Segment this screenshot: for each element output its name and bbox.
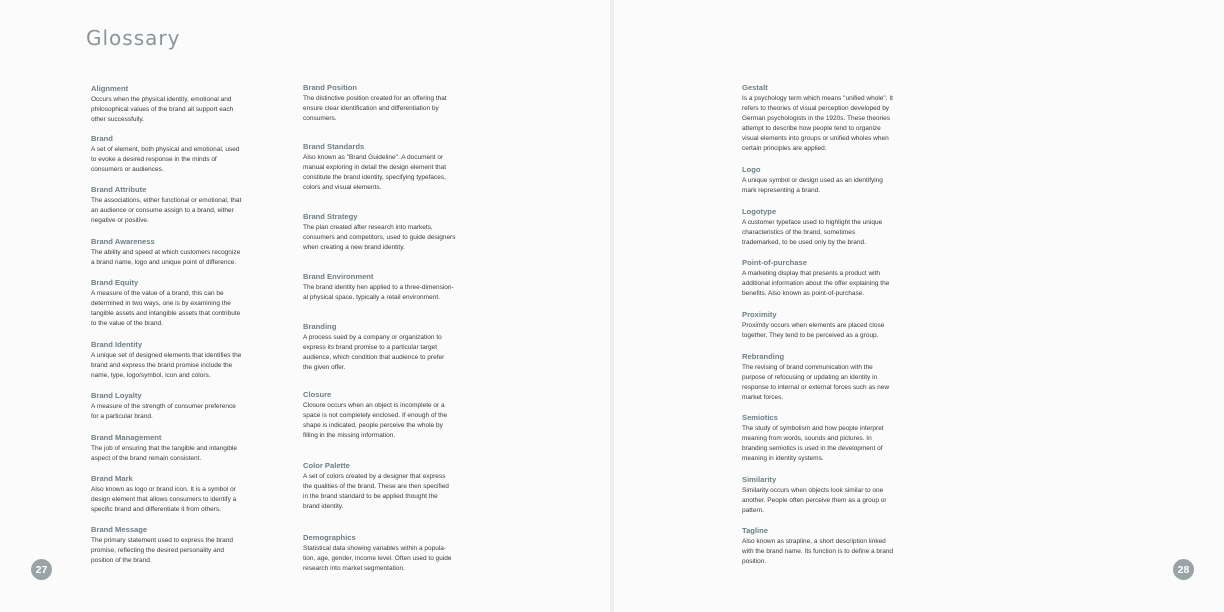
definition-line: A measure of the strength of consumer preference [91, 403, 236, 410]
glossary-entry [91, 391, 273, 422]
glossary-definition [742, 424, 924, 464]
glossary-definition [91, 248, 273, 268]
glossary-entry [303, 212, 485, 253]
glossary-definition [91, 145, 273, 175]
glossary-definition [91, 485, 273, 515]
definition-line: consumers and competitors, used to guide designers [303, 234, 456, 242]
glossary-term: Logo [742, 165, 761, 174]
glossary-entry [742, 207, 924, 248]
definition-line: trademarked, to be used only by the brand. [742, 239, 866, 247]
glossary-entry [742, 258, 924, 299]
definition-line: characteristics of the brand, sometimes [742, 229, 856, 237]
glossary-definition [742, 269, 924, 299]
glossary-entry [91, 185, 273, 226]
definition-line: Also known as "Brand Guideline". A document or [303, 154, 444, 161]
glossary-term: Alignment [91, 84, 129, 93]
glossary-term: Branding [303, 322, 337, 331]
glossary-definition [742, 218, 924, 248]
glossary-entry [91, 474, 273, 515]
page-title: Glossary [86, 26, 181, 50]
glossary-entry [303, 142, 485, 193]
definition-line: additional information about the offer explaining the [742, 280, 890, 288]
glossary-definition [91, 196, 273, 226]
definition-line: position of the brand. [91, 557, 152, 565]
glossary-term: Logotype [742, 207, 777, 216]
glossary-definition [742, 94, 924, 155]
definition-line: Occurs when the physical identity, emotional and [91, 96, 232, 103]
glossary-definition [91, 536, 273, 566]
definition-line: when creating a new brand identity. [303, 244, 405, 252]
definition-line: Also known as logo or brand icon. It is a symbol or [91, 486, 236, 493]
glossary-definition [303, 283, 485, 303]
definition-line: visual elements into groups or unified wholes when [742, 135, 889, 143]
definition-line: a brand name, logo and unique point of difference. [91, 259, 237, 267]
definition-line: German psychologists in the 1920s. These theories [742, 115, 891, 123]
definition-line: Also known as strapline, a short description linked [742, 538, 886, 545]
definition-line: name, type, logo/symbol, icon and colors. [91, 372, 211, 380]
definition-line: determined in two ways, one is by examining the [91, 300, 231, 308]
definition-line: The ability and speed at which customers recognize [91, 249, 241, 256]
definition-line: consumers or audiences. [91, 166, 164, 174]
definition-line: constitute the brand identity, specifying typefaces, [303, 174, 446, 182]
definition-line: philosophical values of the brand all support each [91, 106, 234, 114]
glossary-definition [303, 401, 485, 441]
glossary-entry [742, 475, 924, 516]
glossary-definition [303, 544, 485, 574]
definition-line: The plan created after research into markets, [303, 224, 433, 231]
glossary-definition [91, 351, 273, 381]
glossary-definition [742, 176, 924, 196]
glossary-entry [91, 237, 273, 268]
definition-line: Is a psychology term which means "unified whole". It [742, 95, 893, 102]
definition-line: with the brand name. Its function is to define a brand [742, 548, 894, 556]
glossary-definition [303, 94, 485, 124]
glossary-definition [742, 486, 924, 516]
definition-line: certain principles are applied. [742, 145, 827, 153]
definition-line: The distinctive position created for an offering that [303, 95, 447, 102]
page-number-left: 27 [31, 559, 52, 580]
glossary-definition [303, 223, 485, 253]
glossary-entry [91, 134, 273, 175]
definition-line: other successfully. [91, 116, 144, 124]
glossary-definition [742, 537, 924, 567]
glossary-entry [303, 83, 485, 124]
definition-line: Similarity occurs when objects look similar to one [742, 487, 884, 494]
definition-line: brand and express the brand promise include the [91, 362, 233, 370]
glossary-definition [742, 363, 924, 403]
glossary-entry [742, 83, 924, 155]
page-number-right: 28 [1173, 559, 1194, 580]
definition-line: tion, age, gender, income level. Often used to guide [303, 555, 452, 563]
glossary-entry [742, 352, 924, 403]
glossary-entry [303, 272, 485, 303]
glossary-entry [91, 433, 273, 464]
definition-line: A unique symbol or design used as an identifying [742, 177, 883, 184]
definition-line: A marketing display that presents a product with [742, 270, 881, 277]
glossary-definition [303, 153, 485, 193]
glossary-term: Brand Loyalty [91, 391, 142, 400]
glossary-term: Brand Attribute [91, 185, 147, 194]
definition-line: the qualities of the brand. These are then specified [303, 483, 449, 491]
definition-line: to evoke a desired response in the minds of [91, 156, 217, 164]
glossary-definition [303, 333, 485, 373]
definition-line: negative or positive. [91, 217, 149, 225]
glossary-term: Brand Position [303, 83, 358, 92]
glossary-term: Gestalt [742, 83, 768, 92]
definition-line: consumers. [303, 115, 337, 123]
definition-line: meaning from words, sounds and pictures. In [742, 435, 872, 443]
definition-line: colors and visual elements. [303, 184, 382, 192]
glossary-term: Tagline [742, 526, 769, 535]
glossary-term: Brand [91, 134, 113, 143]
glossary-term: Brand Awareness [91, 237, 155, 246]
glossary-term: Proximity [742, 310, 777, 319]
glossary-entry [303, 322, 485, 373]
definition-line: promise, reflecting the desired personality and [91, 547, 224, 555]
definition-line: an audience or consume assign to a brand, either [91, 207, 234, 215]
glossary-term: Brand Mark [91, 474, 133, 483]
glossary-term: Brand Management [91, 433, 162, 442]
definition-line: to the value of the brand. [91, 320, 163, 328]
definition-line: A unique set of designed elements that identifies the [91, 352, 242, 359]
definition-line: Proximity occurs when elements are placed close [742, 322, 885, 329]
glossary-term: Brand Standards [303, 142, 365, 151]
glossary-definition [91, 95, 273, 125]
glossary-entry [742, 165, 924, 196]
definition-line: The brand identity hen applied to a three-dimension- [303, 284, 454, 291]
glossary-term: Demographics [303, 533, 356, 542]
glossary-definition [91, 444, 273, 464]
definition-line: for a particular brand. [91, 413, 153, 421]
definition-line: tangible assets and intangible assets that contribute [91, 310, 241, 318]
glossary-entry [742, 413, 924, 464]
definition-line: express its brand promise to a particular target [303, 344, 438, 352]
definition-line: al physical space, typically a retail environment. [303, 294, 440, 302]
definition-line: pattern. [742, 507, 765, 515]
definition-line: meaning in identity systems. [742, 455, 824, 463]
definition-line: manual exploring in detail the design element that [303, 164, 447, 172]
definition-line: brand identity. [303, 503, 344, 511]
definition-line: A measure of the value of a brand, this can be [91, 290, 224, 297]
glossary-entry [303, 390, 485, 441]
definition-line: ensure clear identification and differentiation by [303, 105, 439, 113]
book-gutter [610, 0, 614, 612]
definition-line: branding semiotics is used in the development of [742, 445, 883, 453]
glossary-entry [91, 525, 273, 566]
glossary-term: Semiotics [742, 413, 778, 422]
glossary-entry [303, 461, 485, 512]
glossary-term: Brand Environment [303, 272, 374, 281]
definition-line: The primary statement used to express the brand [91, 537, 233, 544]
glossary-term: Brand Equity [91, 278, 139, 287]
definition-line: The job of ensuring that the tangible and intangible [91, 445, 237, 452]
definition-line: specific brand and differentiate it from others. [91, 506, 221, 514]
definition-line: aspect of the brand remain consistent. [91, 455, 202, 463]
definition-line: The revising of brand communication with the [742, 364, 873, 371]
definition-line: in the brand standard to be applied thought the [303, 493, 438, 501]
definition-line: position. [742, 558, 767, 566]
glossary-term: Brand Identity [91, 340, 143, 349]
definition-line: mark representing a brand. [742, 187, 821, 195]
definition-line: response to internal or external forces such as new [742, 384, 890, 392]
definition-line: design element that allows consumers to identify a [91, 496, 237, 504]
definition-line: The study of symbolism and how people interpret [742, 425, 884, 432]
glossary-definition [742, 321, 924, 341]
definition-line: purpose of refocusing or updating an identity in [742, 374, 878, 382]
definition-line: attempt to describe how people tend to organize [742, 125, 881, 133]
glossary-term: Point-of-purchase [742, 258, 807, 267]
glossary-term: Brand Message [91, 525, 148, 534]
definition-line: filling in the missing information. [303, 432, 396, 440]
definition-line: A customer typeface used to highlight the unique [742, 219, 883, 226]
definition-line: benefits. Also known as point-of-purchase. [742, 290, 865, 298]
glossary-term: Closure [303, 390, 332, 399]
glossary-entry [742, 526, 924, 567]
definition-line: Statistical data showing variables within a popula- [303, 545, 447, 552]
definition-line: research into market segmentation. [303, 565, 405, 573]
glossary-term: Brand Strategy [303, 212, 358, 221]
glossary-entry [742, 310, 924, 341]
glossary-term: Similarity [742, 475, 777, 484]
definition-line: A set of element, both physical and emotional, used [91, 146, 240, 153]
definition-line: space is not completely enclosed. If enough of the [303, 412, 448, 420]
glossary-entry [91, 340, 273, 381]
glossary-term: Rebranding [742, 352, 785, 361]
glossary-definition [303, 472, 485, 512]
definition-line: together. They tend to be perceived as a group. [742, 332, 879, 340]
definition-line: the given offer. [303, 364, 346, 372]
glossary-definition [91, 289, 273, 329]
glossary-entry [303, 533, 485, 574]
definition-line: The associations, either functional or emotional, that [91, 197, 242, 204]
glossary-entry [91, 278, 273, 329]
definition-line: Closure occurs when an object is incomplete or a [303, 402, 445, 409]
definition-line: another. People often perceive them as a group or [742, 497, 887, 505]
definition-line: A process sued by a company or organization to [303, 334, 442, 341]
definition-line: A set of colors created by a designer that express [303, 473, 446, 480]
definition-line: shape is indicated, people perceive the whole by [303, 422, 443, 430]
definition-line: refers to theories of visual perception developed by [742, 105, 890, 113]
glossary-term: Color Palette [303, 461, 350, 470]
definition-line: audience, which condition that audience to prefer [303, 354, 445, 362]
glossary-entry [91, 84, 273, 125]
definition-line: market forces. [742, 394, 784, 402]
glossary-definition [91, 402, 273, 422]
